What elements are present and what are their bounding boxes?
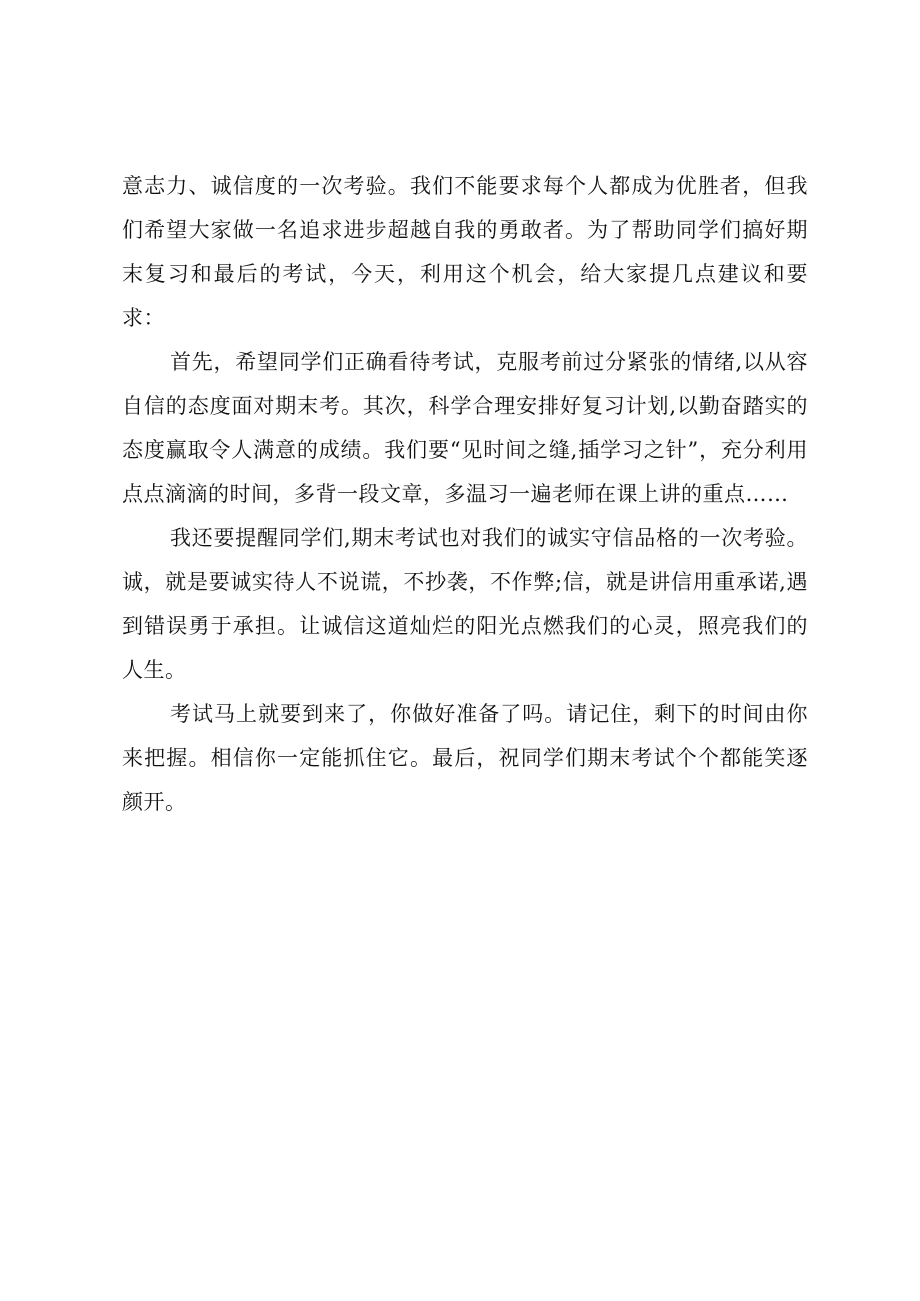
paragraph-continuation: 意志力、诚信度的一次考验。我们不能要求每个人都成为优胜者，但我们希望大家做一名追求进步超越自我的勇敢者。为了帮助同学们搞好期末复习和最后的考试，今天，利用这个机会，给大家提几点建议和要求： [122, 174, 808, 330]
paragraph-closing: 考试马上就要到来了，你做好准备了吗。请记住，剩下的时间由你来把握。相信你一定能抓住它。最后，祝同学们期末考试个个都能笑逐颜开。 [122, 702, 808, 814]
paragraph-integrity: 我还要提醒同学们,期末考试也对我们的诚实守信品格的一次考验。诚，就是要诚实待人不说谎，不抄袭，不作弊;信，就是讲信用重承诺,遇到错误勇于承担。让诚信这道灿烂的阳光点燃我们的心灵，照亮我们的人生。 [122, 526, 808, 682]
document-body [122, 164, 808, 824]
paragraph-study-advice: 首先，希望同学们正确看待考试，克服考前过分紧张的情绪,以从容自信的态度面对期末考。其次，科学合理安排好复习计划,以勤奋踏实的态度赢取令人满意的成绩。我们要“见时间之缝,插学习之针”，充分利用点点滴滴的时间，多背一段文章，多温习一遍老师在课上讲的重点…… [122, 350, 808, 506]
